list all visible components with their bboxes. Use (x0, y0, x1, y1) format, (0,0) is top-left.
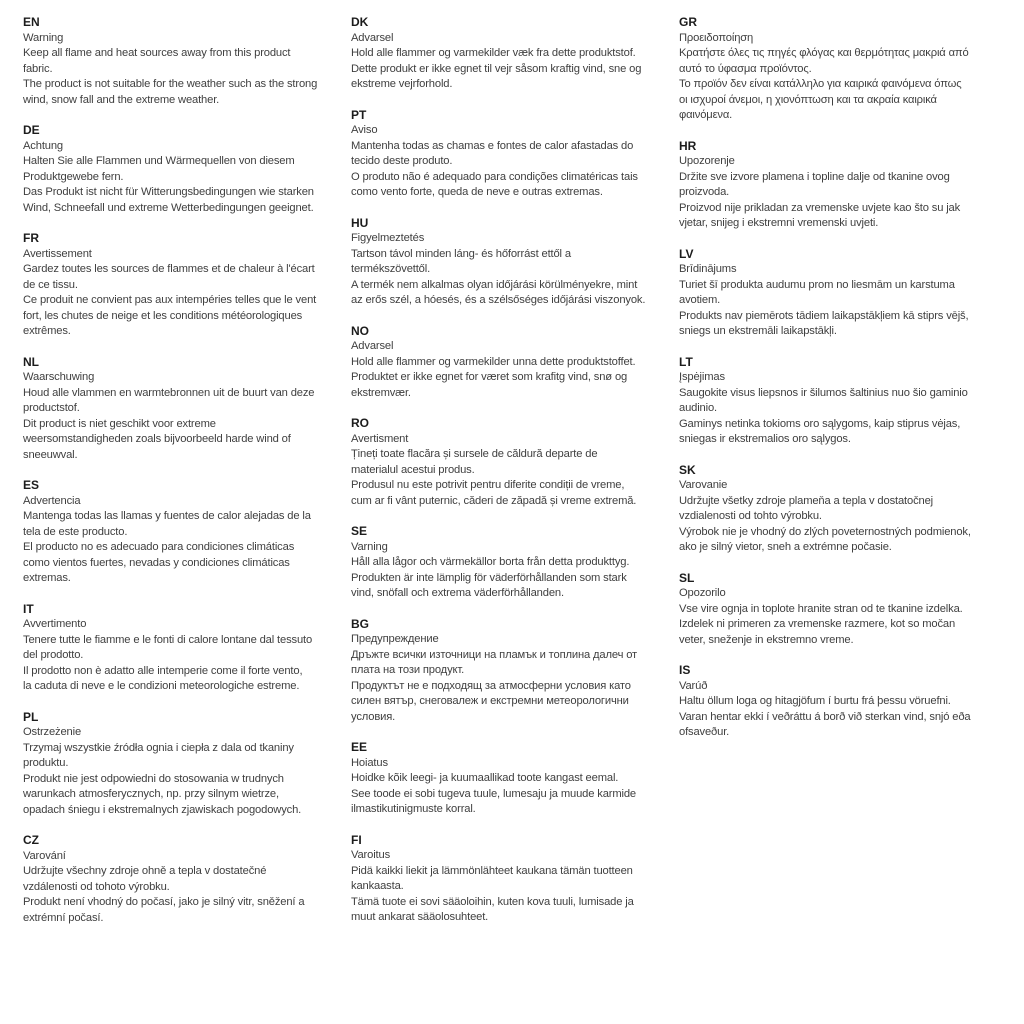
warning-text-line: Houd alle vlammen en warmtebronnen uit de buurt van deze (23, 386, 315, 399)
warning-text-line: Výrobok nie je vhodný do zlých poveternostných podmienok, (679, 525, 971, 538)
warning-text-line: cum ar fi vânt puternic, căderi de zăpadă și vreme extremă. (351, 494, 637, 507)
warning-text-line: avotiem. (679, 294, 721, 306)
warning-text-line: Produkt nie jest odpowiedni do stosowania w trudnych (23, 772, 284, 785)
warning-text-line: Дръжте всички източници на пламък и топлина далеч от (351, 648, 638, 661)
language-code-heading: EE (351, 740, 368, 754)
warning-text-line: Ce produit ne convient pas aux intempéries telles que le vent (23, 294, 317, 306)
warning-text-line: extrêmes. (23, 325, 71, 337)
warning-text-block (23, 139, 351, 217)
warning-text-line: Avertissement (23, 247, 92, 260)
warning-text-line: tela de este producto. (23, 525, 128, 538)
column-1 (23, 15, 351, 941)
warning-text-line: ekstremvær. (351, 386, 411, 399)
warning-text-line: The product is not suitable for the weather such as the strong (23, 78, 318, 90)
warning-text-line: muut ankarat sääolosuhteet. (351, 911, 489, 923)
warning-text-line: extremas. (23, 572, 71, 584)
warning-text-line: Håll alla lågor och värmekällor borta från detta produkttyg. (351, 556, 630, 568)
warning-text-block (679, 31, 1011, 124)
warning-text-line: extrémní počasí. (23, 911, 104, 924)
language-code-heading: IT (23, 601, 34, 616)
warning-text-line: Produsul nu este potrivit pentru diferite condiții de vreme, (351, 479, 625, 491)
warning-text-line: Waarschuwing (23, 371, 95, 383)
warning-text-line: fabric. (23, 62, 53, 75)
warning-text-line: la caduta di neve e le condizioni meteorologiche estreme. (23, 680, 300, 692)
warning-text-line: Продуктът не е подходящ за атмосферни условия като (351, 679, 631, 692)
warning-text-block (351, 31, 679, 93)
warning-text-block (351, 231, 679, 309)
language-section-hu (351, 216, 679, 309)
language-section-cz (23, 833, 351, 926)
warning-text-line: Produktgewebe fern. (23, 170, 124, 183)
warning-text-line: vind, snöfall och extrema väderförhållanden. (351, 587, 564, 599)
warning-text-line: Varovanie (679, 479, 728, 491)
warning-text-block (679, 679, 1011, 741)
warning-text-block (351, 339, 679, 401)
warning-text-line: az erős szél, a hóesés, és a szélsőséges időjárási viszonyok. (351, 294, 646, 306)
language-section-fi (351, 833, 679, 926)
warning-text-line: Hoiatus (351, 756, 388, 769)
warning-text-block (679, 154, 1011, 232)
warning-text-block (679, 478, 1011, 556)
warning-text-line: αυτό το ύφασμα προϊόντος. (679, 62, 812, 75)
warning-text-line: Advarsel (351, 340, 394, 352)
language-section-dk (351, 15, 679, 93)
warning-text-block (351, 540, 679, 602)
warning-text-line: del prodotto. (23, 649, 84, 661)
warning-text-line: See toode ei sobi tugeva tuule, lumesaju ja muude karmide (351, 787, 636, 800)
warning-text-line: Ostrzeżenie (23, 726, 82, 738)
warning-text-line: proizvoda. (679, 186, 730, 198)
warning-text-line: Wind, Schneefall und extreme Wetterbedingungen geeignet. (23, 201, 314, 214)
warning-text-line: como vientos fuertes, nevadas y condiciones climáticas (23, 556, 290, 569)
warning-text-line: Vse vire ognja in toplote hranite stran od te tkanine izdelka. (679, 602, 963, 615)
language-section-it (23, 602, 351, 695)
warning-text-line: Hold alle flammer og varmekilder unna dette produktstoffet. (351, 355, 636, 368)
warning-text-line: Trzymaj wszystkie źródła ognia i ciepła z dala od tkaniny (23, 741, 294, 754)
language-section-se (351, 524, 679, 602)
warning-text-line: opadach śniegu i ekstremalnych zjawiskach pogodowych. (23, 803, 302, 816)
warning-text-line: силен вятър, снеговалеж и екстремни метеорологични (351, 695, 629, 707)
warning-text-line: ilmastikutinigmuste korral. (351, 803, 476, 815)
warning-text-line: Gardez toutes les sources de flammes et de chaleur à l'écart (23, 263, 315, 275)
warning-text-line: Advertencia (23, 494, 81, 507)
language-section-sl (679, 571, 1011, 649)
warning-text-block (23, 849, 351, 927)
warning-text-block (23, 31, 351, 109)
language-section-lt (679, 355, 1011, 448)
warning-text-line: Įspėjimas (679, 371, 725, 383)
warning-text-line: Opozorilo (679, 587, 726, 599)
language-code-heading: FR (23, 231, 39, 245)
language-code-heading: PL (23, 709, 39, 724)
warning-text-line: materialul acestui produs. (351, 463, 475, 476)
warning-text-block (351, 756, 679, 818)
warning-text-line: Dit product is niet geschikt voor extreme (23, 417, 216, 430)
warning-text-line: οι ισχυροί άνεμοι, η χιονόπτωση και τα ακραία καιρικά (679, 93, 937, 106)
warning-text-line: Țineți toate flacăra și sursele de căldură departe de (351, 448, 598, 460)
warning-text-block (23, 494, 351, 587)
warning-text-line: O produto não é adequado para condições climatéricas tais (351, 170, 638, 183)
warning-text-line: Avertisment (351, 432, 409, 445)
language-section-de (23, 123, 351, 216)
warning-text-line: A termék nem alkalmas olyan időjárási körülményekre, mint (351, 278, 638, 291)
warning-text-line: tecido deste produto. (351, 155, 453, 167)
warning-text-line: Turiet šī produkta audumu prom no liesmām un karstuma (679, 278, 955, 291)
warning-text-block (351, 432, 679, 510)
warning-text-line: sniegas ir ekstremalios oro sąlygos. (679, 433, 851, 445)
warning-text-block (679, 262, 1011, 340)
language-code-heading: LT (679, 354, 693, 369)
warning-text-line: ako je silný vietor, sneh a extrémne počasie. (679, 541, 892, 553)
column-2 (351, 15, 679, 941)
warning-text-block (679, 370, 1011, 448)
warning-text-line: Das Produkt ist nicht für Witterungsbedingungen wie starken (23, 186, 314, 198)
warning-text-block (351, 848, 679, 926)
warning-text-line: Tartson távol minden láng- és hőforrást ettől a (351, 247, 571, 260)
warning-text-line: Upozorenje (679, 155, 735, 167)
warning-text-line: como vento forte, queda de neve e outras extremas. (351, 186, 603, 198)
language-code-heading: EN (23, 15, 40, 29)
language-section-pt (351, 108, 679, 201)
warning-text-line: Brīdinājums (679, 263, 737, 275)
language-code-heading: GR (679, 15, 697, 29)
language-code-heading: NO (351, 323, 369, 338)
warning-text-line: termékszövettől. (351, 263, 431, 275)
warning-text-line: fort, les chutes de neige et les conditions météorologiques (23, 309, 303, 322)
language-section-is (679, 663, 1011, 741)
language-section-ee (351, 740, 679, 818)
warning-text-line: Achtung (23, 139, 64, 152)
language-section-hr (679, 139, 1011, 232)
column-3 (679, 15, 1011, 756)
warning-text-line: Warning (23, 31, 64, 44)
language-section-no (351, 324, 679, 402)
warning-text-line: Produktet er ikke egnet for været som krafitg vind, snø og (351, 371, 628, 383)
warning-text-line: Saugokite visus liepsnos ir šilumos šaltinius nuo šio gaminio (679, 386, 968, 399)
warning-text-line: Držite sve izvore plamena i topline dalje od tkanine ovog (679, 170, 950, 183)
warning-text-line: wind, snow fall and the extreme weather. (23, 93, 220, 106)
warning-text-line: kankaasta. (351, 880, 404, 892)
language-code-heading: FI (351, 832, 362, 847)
warning-text-line: Proizvod nije prikladan za vremenske uvjete kao što su jak (679, 201, 961, 214)
language-code-heading: IS (679, 663, 691, 677)
warning-text-line: Produkten är inte lämplig för väderförhållanden som stark (351, 571, 627, 584)
warning-text-line: productstof. (23, 402, 80, 414)
language-code-heading: RO (351, 416, 369, 430)
warning-text-line: Varování (23, 849, 66, 862)
warning-text-line: veter, sneženje in ekstremno vreme. (679, 633, 854, 646)
language-code-heading: LV (679, 246, 694, 261)
language-section-sk (679, 463, 1011, 556)
warning-text-line: Το προϊόν δεν είναι κατάλληλο για καιρικά φαινόμενα όπως (679, 78, 962, 90)
warning-text-block (23, 725, 351, 818)
language-section-lv (679, 247, 1011, 340)
warning-text-block (23, 370, 351, 463)
warning-text-line: Tämä tuote ei sovi sääoloihin, kuten kova tuuli, lumisade ja (351, 895, 634, 908)
language-code-heading: CZ (23, 833, 39, 847)
language-section-nl (23, 355, 351, 464)
warning-text-line: de ce tissu. (23, 278, 78, 291)
warning-text-line: Avvertimento (23, 618, 87, 630)
language-code-heading: ES (23, 478, 40, 492)
warning-text-line: Varúð (679, 679, 708, 692)
warning-text-line: Tenere tutte le fiamme e le fonti di calore lontane dal tessuto (23, 633, 313, 646)
language-section-es (23, 478, 351, 587)
language-code-heading: HU (351, 215, 369, 230)
warning-text-line: Предупреждение (351, 633, 439, 645)
language-section-gr (679, 15, 1011, 124)
warning-text-line: audinio. (679, 402, 717, 414)
warning-text-block (679, 586, 1011, 648)
language-section-pl (23, 710, 351, 819)
warning-text-line: Hoidke kõik leegi- ja kuumaallikad toote kangast eemal. (351, 772, 619, 784)
warning-text-line: Mantenha todas as chamas e fontes de calor afastadas do (351, 139, 634, 152)
warning-text-line: φαινόμενα. (679, 109, 733, 121)
language-section-fr (23, 231, 351, 340)
language-section-en (23, 15, 351, 108)
warning-text-block (23, 617, 351, 695)
warning-text-line: Izdelek ni primeren za vremenske razmere, kot so močan (679, 618, 956, 630)
warning-text-line: vjetar, snijeg i ekstremni vremenski uvjeti. (679, 217, 879, 229)
warning-text-line: Produkt není vhodný do počasí, jako je silný vitr, sněžení a (23, 896, 305, 908)
warning-text-line: Mantenga todas las llamas y fuentes de calor alejadas de la (23, 510, 311, 522)
warning-text-block (351, 632, 679, 725)
warning-text-block (351, 123, 679, 201)
language-code-heading: SE (351, 524, 368, 538)
warning-text-line: Haltu öllum loga og hitagjöfum í burtu frá þessu vöruefni. (679, 695, 951, 707)
warning-text-line: produktu. (23, 757, 69, 769)
warning-text-line: Halten Sie alle Flammen und Wärmequellen von diesem (23, 155, 295, 167)
language-code-heading: SL (679, 570, 695, 585)
warning-text-line: Varning (351, 540, 388, 553)
language-code-heading: DK (351, 15, 369, 29)
warning-text-line: Il prodotto non è adatto alle intemperie come il forte vento, (23, 664, 303, 677)
language-code-heading: HR (679, 138, 697, 153)
warning-text-line: ofsaveður. (679, 726, 730, 738)
warning-text-line: плата на този продукт. (351, 664, 465, 676)
warning-text-line: Produkts nav piemērots tādiem laikapstākļiem kā stiprs vējš, (679, 309, 969, 322)
warning-text-line: vzdálenosti od tohoto výrobku. (23, 880, 170, 893)
warning-text-line: Hold alle flammer og varmekilder væk fra dette produktstof. (351, 47, 636, 59)
warning-text-line: Κρατήστε όλες τις πηγές φλόγας και θερμότητας μακριά από (679, 47, 969, 59)
language-code-heading: PT (351, 107, 367, 122)
warning-text-line: Advarsel (351, 31, 394, 44)
warning-text-line: Aviso (351, 124, 378, 136)
warning-text-line: Varan hentar ekki í veðráttu á borð við sterkan vind, snjó eða (679, 710, 971, 723)
warning-text-line: sneeuwval. (23, 448, 78, 461)
warning-text-line: Dette produkt er ikke egnet til vejr såsom kraftig vind, sne og (351, 62, 642, 75)
warning-text-line: Προειδοποίηση (679, 31, 754, 44)
language-code-heading: BG (351, 616, 369, 631)
language-section-ro (351, 416, 679, 509)
warning-text-line: vzdialenosti od tohto výrobku. (679, 510, 822, 522)
warning-text-line: Gaminys netinka tokioms oro sąlygoms, kaip stiprus vėjas, (679, 417, 961, 430)
warning-text-block (23, 247, 351, 340)
warning-text-line: sniegs un ekstremāli laikapstākļi. (679, 325, 837, 337)
warning-text-line: Keep all flame and heat sources away from this product (23, 47, 291, 59)
warning-text-line: Pidä kaikki liekit ja lämmönlähteet kaukana tämän tuotteen (351, 864, 633, 877)
warning-text-line: условия. (351, 710, 396, 723)
language-section-bg (351, 617, 679, 726)
language-code-heading: DE (23, 123, 40, 137)
warning-text-line: Udržujte všetky zdroje plameňa a tepla v dostatočnej (679, 494, 934, 507)
warning-text-line: El producto no es adecuado para condiciones climáticas (23, 541, 295, 553)
warning-text-line: Varoitus (351, 849, 391, 861)
language-code-heading: SK (679, 462, 696, 477)
warning-text-line: ekstreme vejrforhold. (351, 78, 453, 90)
warning-text-line: Figyelmeztetés (351, 232, 425, 244)
warning-text-line: weersomstandigheden zoals bijvoorbeeld harde wind of (23, 433, 291, 445)
warning-text-line: warunkach atmosferycznych, np. przy silnym wietrze, (23, 788, 279, 800)
warning-text-line: Udržujte všechny zdroje ohně a tepla v dostatečné (23, 865, 267, 877)
language-code-heading: NL (23, 354, 39, 369)
